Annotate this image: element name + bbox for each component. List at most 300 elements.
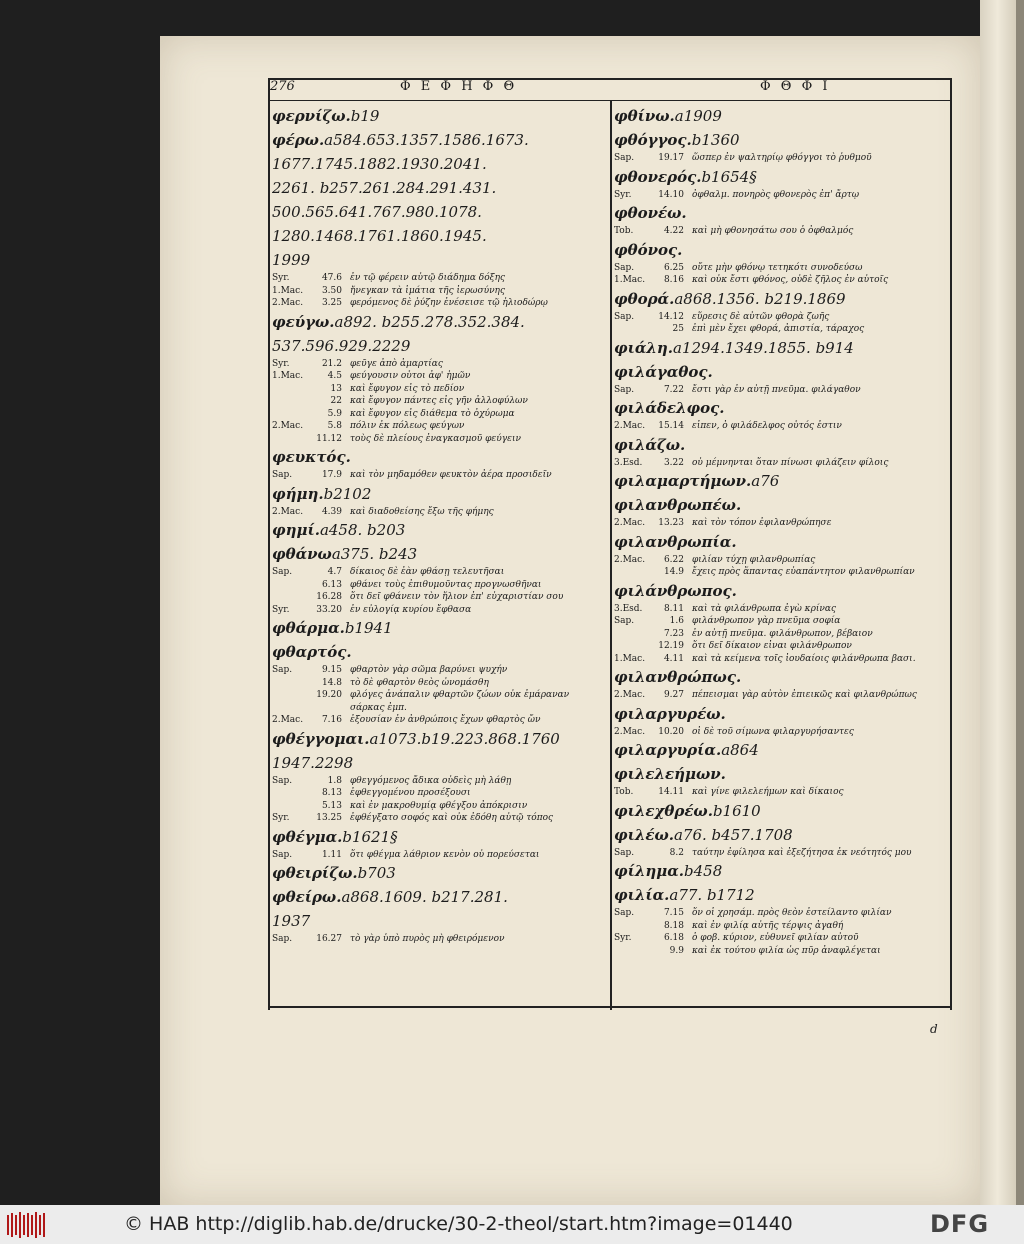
- headword: φιλαμαρτήμων.: [614, 472, 752, 490]
- dfg-logo: DFG: [930, 1210, 990, 1238]
- book-abbrev: 2.Mac.: [614, 518, 646, 528]
- verse-ref: 4.39: [321, 506, 342, 517]
- headword: φιλάζω.: [614, 435, 686, 454]
- verse-ref: 6.22: [663, 554, 684, 565]
- citation-line: [614, 189, 948, 202]
- headword: φιλανθρωπέω.: [614, 496, 742, 514]
- headword: φθάνω: [272, 545, 332, 563]
- headword-entry: [614, 883, 948, 907]
- right-column: [614, 104, 948, 957]
- references: 1677.1745.1882.1930.2041.: [272, 155, 487, 173]
- verse-ref: 13: [330, 383, 342, 394]
- book-abbrev: Sap.: [272, 665, 293, 675]
- verse-ref: 14.11: [658, 787, 684, 797]
- references: b703: [357, 864, 396, 882]
- quotation: ἔχεις πρὸς ἅπαντας εὐαπάντητον φιλανθρωπίαν: [692, 567, 915, 577]
- quotation: καὶ τὸν μηδαμόθεν φευκτὸν ἀέρα προσιδεῖν: [350, 470, 552, 480]
- quotation: καὶ ἔφυγον πάντες εἰς γῆν ἀλλοφύλων: [350, 396, 528, 406]
- headword: φιλάνθρωπος.: [614, 581, 737, 600]
- book-abbrev: 1.Mac.: [272, 371, 304, 381]
- verse-ref: 9.9: [669, 945, 684, 956]
- quotation: καὶ γίνε φιλελεήμων καὶ δίκαιος: [692, 787, 844, 797]
- book-abbrev: Sap.: [614, 311, 635, 322]
- references: b1610: [712, 801, 761, 820]
- quotation: ἐφθέγξατο σοφός καὶ οὐκ ἐδόθη αὐτῷ τόπος: [350, 813, 554, 823]
- headword: φιάλη.: [614, 338, 674, 357]
- headword: φιλάγαθος.: [614, 362, 713, 381]
- quotation: πέπεισμαι γὰρ αὐτὸν ἐπιεικῶς καὶ φιλανθρώπως: [692, 690, 917, 700]
- verse-ref: 16.27: [316, 934, 342, 944]
- citation-line: [614, 907, 948, 920]
- headword: φευκτός.: [272, 448, 351, 466]
- verse-ref: 7.15: [663, 908, 684, 918]
- verse-ref: 5.8: [327, 421, 342, 431]
- headword: φθάρμα.: [272, 619, 345, 637]
- headword-entry: [614, 128, 948, 152]
- citation-line: [614, 517, 948, 530]
- quotation: εὕρεσις δὲ αὐτῶν φθορὰ ζωῆς: [692, 311, 830, 322]
- headword: φιλανθρώπως.: [614, 668, 742, 686]
- quotation: φθαρτὸν γὰρ σῶμα βαρύνει ψυχήν: [350, 665, 508, 675]
- verse-ref: 3.25: [321, 298, 342, 308]
- citation-line: [272, 370, 606, 383]
- verse-ref: 4.11: [663, 653, 684, 664]
- headword-entry: [614, 579, 948, 603]
- verse-ref: 4.5: [327, 371, 342, 381]
- verse-ref: 3.22: [663, 457, 684, 468]
- verse-ref: 12.19: [658, 641, 684, 651]
- quotation: ὥσπερ ἐν ψαλτηρίῳ φθόγγοι τὸ ῥυθμοῦ: [692, 153, 872, 163]
- citation-line: [272, 579, 606, 592]
- citation-line: [272, 272, 606, 285]
- references: a76. b457.1708: [673, 825, 793, 844]
- book-abbrev: Sap.: [614, 616, 635, 626]
- verse-ref: 4.22: [663, 226, 684, 236]
- headword-entry: [272, 152, 606, 176]
- references: a892. b255.278.352.384.: [334, 312, 525, 331]
- book-abbrev: 2.Mac.: [272, 715, 304, 725]
- verse-ref: 8.16: [663, 275, 684, 285]
- references: b1654§: [701, 167, 757, 186]
- quotation: ἐν εὐλογίᾳ κυρίου ἔφθασα: [350, 604, 472, 615]
- citation-line: [614, 554, 948, 567]
- verse-ref: 19.20: [316, 690, 342, 700]
- headword-entry: [614, 738, 948, 762]
- headword-entry: [614, 433, 948, 457]
- quotation: εἶπεν, ὁ φιλάδελφος οὗτός ἐστιν: [692, 421, 842, 431]
- quotation: φερόμενος δὲ ῥύζην ἐνέσεισε τῷ ἡλιοδώρῳ: [350, 298, 548, 308]
- book-abbrev: 2.Mac.: [614, 690, 646, 700]
- quotation: καὶ οὐκ ἔστι φθόνος, οὐδὲ ζῆλος ἐν αὐτοῖς: [692, 275, 889, 285]
- citation-line: [614, 420, 948, 433]
- citation-line: [272, 689, 606, 702]
- citation-line: [614, 384, 948, 397]
- quotation: ἐν τῷ φέρειν αὐτῷ διάδημα δόξης: [350, 273, 506, 283]
- headword: φημί.: [272, 521, 320, 539]
- references: a1909: [674, 107, 722, 125]
- quotation: οὔτε μὴν φθόνῳ τετηκότι συνοδεύσω: [692, 262, 863, 273]
- headword-entry: [614, 201, 948, 225]
- headword: φθόγγος.: [614, 131, 692, 149]
- quotation: δίκαιος δὲ ἐὰν φθάσῃ τελευτῆσαι: [350, 567, 505, 577]
- verse-ref: 14.8: [321, 677, 342, 688]
- quotation: καὶ τὰ κείμενα τοῖς ἰουδαίοις φιλάνθρωπα βασι.: [692, 653, 916, 664]
- headword-entry: [614, 762, 948, 786]
- quotation: ἐξουσίαν ἐν ἀνθρώποις ἔχων φθαρτὸς ὤν: [350, 715, 541, 725]
- verse-ref: 5.9: [327, 408, 342, 419]
- citation-line: [272, 702, 606, 715]
- quotation: καὶ ἔφυγον εἰς τὸ πεδίον: [350, 383, 465, 394]
- references: a584.653.1357.1586.1673.: [324, 131, 529, 149]
- references: a76: [751, 472, 780, 490]
- headword-entry: [272, 885, 606, 909]
- citation-line: [272, 849, 606, 862]
- references: a1294.1349.1855. b914: [673, 338, 854, 357]
- references: 500.565.641.767.980.1078.: [272, 203, 482, 221]
- book-abbrev: Sap.: [272, 470, 293, 480]
- citation-line: [272, 933, 606, 946]
- citation-line: [614, 323, 948, 336]
- citation-line: [614, 640, 948, 653]
- book-abbrev: Syr.: [272, 604, 290, 615]
- verse-ref: 5.13: [321, 800, 342, 811]
- verse-ref: 13.23: [658, 518, 684, 528]
- headword-entry: [272, 248, 606, 272]
- verse-ref: 7.22: [663, 384, 684, 395]
- references: 1937: [272, 912, 311, 930]
- signature-mark: d: [930, 1022, 938, 1036]
- verse-ref: 9.27: [663, 690, 684, 700]
- citation-line: [272, 604, 606, 617]
- left-column: [272, 104, 606, 946]
- citation-line: [272, 800, 606, 813]
- hab-logo-icon: [6, 1211, 46, 1239]
- citation-line: [614, 262, 948, 275]
- citation-line: [614, 689, 948, 702]
- headword-entry: [272, 310, 606, 334]
- book-abbrev: Syr.: [272, 358, 290, 369]
- headword-entry: [614, 493, 948, 517]
- citation-line: [272, 285, 606, 298]
- quotation: καὶ μὴ φθονησάτω σου ὁ ὀφθαλμός: [692, 226, 854, 236]
- verse-ref: 14.12: [658, 311, 684, 322]
- headword-entry: [272, 224, 606, 248]
- citation-line: [272, 714, 606, 727]
- copyright-link[interactable]: © HAB http://diglib.hab.de/drucke/30-2-theol/start.htm?image=01440: [124, 1213, 793, 1235]
- next-page-edge: [980, 0, 1024, 1205]
- headword: φθέγμα.: [272, 827, 343, 846]
- headword-entry: [614, 287, 948, 311]
- references: b1941: [344, 619, 393, 637]
- verse-ref: 17.9: [321, 470, 342, 480]
- book-abbrev: Sap.: [614, 847, 635, 858]
- quotation: ὅτι δεῖ δίκαιον εἶναι φιλάνθρωπον: [692, 641, 852, 651]
- verse-ref: 1.8: [327, 775, 342, 786]
- quotation: ὅτι φθέγμα λάθριον κενὸν οὐ πορεύσεται: [350, 849, 540, 860]
- references: b19: [350, 107, 380, 125]
- book-abbrev: 2.Mac.: [272, 421, 304, 431]
- verse-ref: 6.13: [321, 579, 342, 590]
- references: a1073.b19.223.868.1760: [369, 729, 560, 748]
- book-abbrev: Syr.: [614, 189, 632, 200]
- references: a458. b203: [319, 521, 406, 539]
- quotation: ὅτι δεῖ φθάνειν τὸν ἥλιον ἐπ' εὐχαριστίαν σου: [350, 592, 564, 602]
- headword: φιλάδελφος.: [614, 399, 725, 417]
- references: a868.1609. b217.281.: [341, 888, 508, 906]
- quotation: ἤνεγκαν τὰ ἱμάτια τῆς ἱερωσύνης: [350, 285, 505, 296]
- book-abbrev: Tob.: [614, 226, 634, 236]
- headword-entry: [272, 104, 606, 128]
- book-abbrev: Sap.: [614, 153, 635, 163]
- verse-ref: 6.25: [663, 262, 684, 273]
- book-abbrev: Sap.: [614, 908, 635, 918]
- quotation: φεῦγε ἀπὸ ἁμαρτίας: [350, 358, 443, 369]
- quotation: φθάνει τοὺς ἐπιθυμοῦντας προγνωσθῆναι: [350, 579, 542, 590]
- references: b1360: [691, 131, 740, 149]
- quotation: φλόγες ἀνάπαλιν φθαρτῶν ζώων οὐκ ἐμάραναν: [350, 690, 570, 700]
- quotation: ὀφθαλμ. πονηρὸς φθονερὸς ἐπ' ἄρτῳ: [692, 189, 860, 200]
- headword-entry: [614, 469, 948, 493]
- quotation: ἐν αὐτῇ πνεῦμα. φιλάνθρωπον, βέβαιον: [692, 628, 873, 639]
- citation-line: [614, 628, 948, 641]
- verse-ref: 25: [672, 324, 684, 334]
- citation-line: [272, 566, 606, 579]
- headword-entry: [614, 530, 948, 554]
- headword-entry: [272, 334, 606, 358]
- quotation: ὁ φοβ. κύριον, εὐθυνεῖ φιλίαν αὐτοῦ: [692, 933, 859, 943]
- verse-ref: 8.18: [663, 920, 684, 931]
- citation-line: [614, 603, 948, 616]
- verse-ref: 3.50: [321, 285, 342, 296]
- citation-line: [272, 433, 606, 446]
- headword-entry: [614, 665, 948, 689]
- verse-ref: 7.23: [663, 628, 684, 639]
- references: a375. b243: [331, 545, 418, 563]
- references: b1621§: [342, 827, 398, 846]
- headword: φθορά.: [614, 289, 675, 308]
- quotation: σάρκας ἐμπ.: [350, 702, 407, 713]
- quotation: φιλάνθρωπον γὰρ πνεῦμα σοφία: [692, 616, 841, 626]
- headword-entry: [272, 616, 606, 640]
- quotation: ταύτην ἐφίλησα καὶ ἐξεζήτησα ἐκ νεότητός μου: [692, 847, 912, 858]
- running-head-left: Φ Ε Φ Η Φ Θ: [400, 79, 518, 94]
- verse-ref: 8.13: [321, 788, 342, 798]
- headword: φθειρίζω.: [272, 864, 358, 882]
- book-abbrev: Sap.: [272, 934, 293, 944]
- quotation: τὸ γὰρ ὑπὸ πυρὸς μὴ φθειρόμενον: [350, 934, 505, 944]
- quotation: τοὺς δὲ πλείους ἐναγκασμοῦ φεύγειν: [350, 433, 521, 444]
- book-abbrev: Sap.: [272, 849, 293, 860]
- quotation: καὶ ἔφυγον εἰς διάθεμα τὸ ὀχύρωμα: [350, 408, 515, 419]
- citation-line: [272, 408, 606, 421]
- quotation: καὶ τὸν τόπον ἐφιλανθρώπησε: [692, 518, 832, 528]
- book-abbrev: Syr.: [272, 813, 290, 823]
- headword-entry: [614, 165, 948, 189]
- quotation: ἐφθεγγομένου προσέξουσι: [350, 788, 471, 798]
- book-abbrev: 2.Mac.: [272, 298, 304, 308]
- headword-entry: [614, 396, 948, 420]
- citation-line: [272, 358, 606, 371]
- viewer-footer: [0, 1205, 1024, 1244]
- book-abbrev: Syr.: [272, 273, 290, 283]
- headword-entry: [614, 859, 948, 883]
- quotation: ἔστι γὰρ ἐν αὐτῇ πνεῦμα. φιλάγαθον: [692, 384, 861, 395]
- headword-entry: [272, 176, 606, 200]
- verse-ref: 33.20: [316, 604, 342, 615]
- verse-ref: 6.18: [663, 933, 684, 943]
- verse-ref: 9.15: [321, 665, 342, 675]
- bottom-rule: [268, 1006, 950, 1008]
- citation-line: [614, 152, 948, 165]
- verse-ref: 10.20: [658, 726, 684, 737]
- verse-ref: 1.11: [321, 849, 342, 860]
- headword-entry: [614, 799, 948, 823]
- headword-entry: [614, 702, 948, 726]
- headword: φθίνω.: [614, 107, 675, 125]
- headword-entry: [272, 200, 606, 224]
- book-abbrev: 3.Esd.: [614, 457, 643, 468]
- citation-line: [272, 775, 606, 788]
- book-abbrev: 2.Mac.: [272, 506, 304, 517]
- verse-ref: 15.14: [658, 421, 684, 431]
- running-head-right: Φ Θ Φ Ι: [760, 79, 831, 94]
- headword-entry: [272, 861, 606, 885]
- references: b2102: [323, 484, 372, 503]
- headword: φέρω.: [272, 131, 325, 149]
- book-abbrev: 1.Mac.: [614, 275, 646, 285]
- verse-ref: 22: [330, 396, 342, 406]
- book-abbrev: Sap.: [272, 775, 293, 786]
- headword: φερνίζω.: [272, 107, 351, 125]
- citation-line: [272, 664, 606, 677]
- references: 1280.1468.1761.1860.1945.: [272, 227, 487, 245]
- book-abbrev: Syr.: [614, 933, 632, 943]
- headword-entry: [272, 751, 606, 775]
- citation-line: [272, 506, 606, 519]
- book-abbrev: Sap.: [614, 384, 635, 395]
- headword-entry: [272, 542, 606, 566]
- quotation: οὐ μέμνηνται ὅταν πίνωσι φιλάζειν φίλοις: [692, 457, 889, 468]
- headword: φιλία.: [614, 886, 670, 904]
- book-abbrev: Sap.: [614, 262, 635, 273]
- quotation: τὸ δὲ φθαρτὸν θεὸς ὠνομάσθη: [350, 677, 489, 688]
- citation-line: [272, 395, 606, 408]
- headword: φθονέω.: [614, 204, 687, 222]
- verse-ref: 21.2: [321, 358, 342, 369]
- headword: φιλαργυρία.: [614, 741, 722, 759]
- headword: φθαρτός.: [272, 643, 352, 661]
- headword: φθόνος.: [614, 240, 683, 259]
- citation-line: [614, 274, 948, 287]
- headword: φήμη.: [272, 484, 324, 503]
- verse-ref: 19.17: [658, 153, 684, 163]
- quotation: ὅν οἱ χρησάμ. πρὸς θεὸν ἐστείλαντο φιλίαν: [692, 908, 892, 918]
- citation-line: [614, 847, 948, 860]
- headword-entry: [272, 909, 606, 933]
- book-abbrev: 2.Mac.: [614, 554, 646, 565]
- headword: φίλημα.: [614, 862, 684, 880]
- headword: φιλεχθρέω.: [614, 801, 713, 820]
- quotation: καὶ ἐν μακροθυμίᾳ φθέγξου ἀπόκρισιν: [350, 800, 528, 811]
- quotation: καὶ διαδοθείσης ἔξω τῆς φήμης: [350, 506, 494, 517]
- headword-entry: [272, 727, 606, 751]
- verse-ref: 8.11: [663, 603, 684, 614]
- citation-line: [614, 225, 948, 238]
- citation-line: [272, 787, 606, 800]
- quotation: καὶ τὰ φιλάνθρωπα ἐγὼ κρίνας: [692, 603, 836, 614]
- headword-entry: [272, 482, 606, 506]
- column-divider: [610, 100, 612, 1010]
- page-number: 276: [270, 79, 295, 94]
- book-abbrev: Sap.: [272, 567, 293, 577]
- verse-ref: 47.6: [321, 273, 342, 283]
- book-abbrev: 1.Mac.: [614, 653, 646, 664]
- book-abbrev: 1.Mac.: [272, 285, 304, 296]
- verse-ref: 16.28: [316, 592, 342, 602]
- verse-ref: 4.7: [327, 567, 342, 577]
- verse-ref: 11.12: [316, 433, 342, 444]
- citation-line: [614, 726, 948, 739]
- headword: φθέγγομαι.: [272, 729, 370, 748]
- references: 2261. b257.261.284.291.431.: [272, 179, 497, 197]
- headword: φιλελεήμων.: [614, 765, 726, 783]
- quotation: πόλιν ἐκ πόλεως φεύγων: [350, 421, 465, 431]
- references: 1947.2298: [272, 753, 354, 772]
- references: a868.1356. b219.1869: [674, 289, 846, 308]
- references: 1999: [272, 251, 311, 269]
- headword: φεύγω.: [272, 312, 335, 331]
- citation-line: [614, 566, 948, 579]
- citation-line: [272, 420, 606, 433]
- headword-entry: [614, 104, 948, 128]
- citation-line: [614, 653, 948, 666]
- headword-entry: [272, 518, 606, 542]
- quotation: καὶ ἐκ τούτου φιλία ὡς πῦρ ἀναφλέγεται: [692, 945, 881, 956]
- citation-line: [614, 920, 948, 933]
- citation-line: [272, 677, 606, 690]
- quotation: καὶ ἐν φιλίᾳ αὐτῆς τέρψις ἀγαθή: [692, 920, 844, 931]
- headword: φθονερός.: [614, 167, 702, 186]
- citation-line: [272, 297, 606, 310]
- quotation: φιλίαν τύχῃ φιλανθρωπίας: [692, 554, 816, 565]
- headword: φιλαργυρέω.: [614, 704, 726, 723]
- book-abbrev: 2.Mac.: [614, 726, 646, 737]
- citation-line: [614, 615, 948, 628]
- book-abbrev: 2.Mac.: [614, 421, 646, 431]
- quotation: φεύγουσιν οὗτοι ἀφ' ἡμῶν: [350, 371, 471, 381]
- headword-entry: [614, 238, 948, 262]
- headword-entry: [272, 825, 606, 849]
- verse-ref: 1.6: [669, 616, 684, 626]
- citation-line: [272, 469, 606, 482]
- references: b458: [684, 862, 723, 880]
- verse-ref: 7.16: [321, 715, 342, 725]
- headword-entry: [272, 640, 606, 664]
- verse-ref: 13.25: [316, 813, 342, 823]
- citation-line: [614, 945, 948, 958]
- header-rule: [268, 100, 950, 101]
- headword-entry: [272, 128, 606, 152]
- headword: φιλέω.: [614, 825, 674, 844]
- citation-line: [614, 457, 948, 470]
- citation-line: [272, 383, 606, 396]
- citation-line: [614, 311, 948, 324]
- headword-entry: [614, 360, 948, 384]
- quotation: ἐπὶ μὲν ἔχει φθορά, ἀπιστία, τάραχος: [692, 324, 865, 334]
- headword: φθείρω.: [272, 888, 342, 906]
- references: a864: [721, 741, 759, 759]
- headword-entry: [614, 823, 948, 847]
